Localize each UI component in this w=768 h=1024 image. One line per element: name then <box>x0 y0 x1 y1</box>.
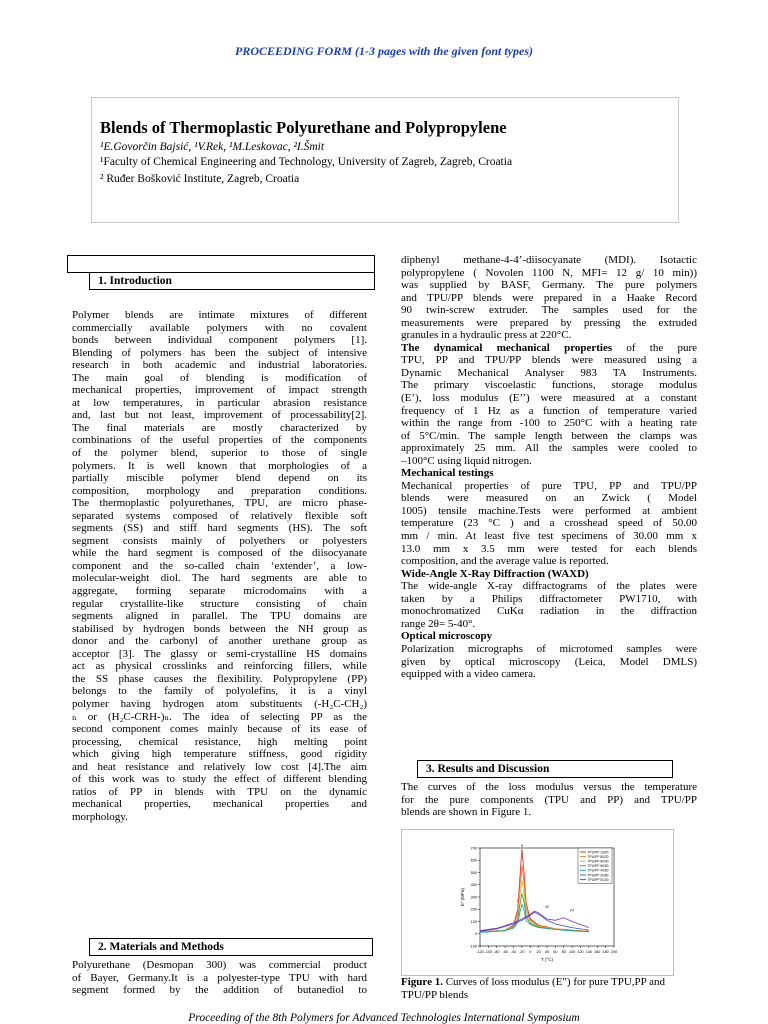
y-tick-label: 500 <box>470 870 477 875</box>
text-line: equipped with a video camera. <box>401 668 536 681</box>
text-line: taken by a Philips diffractometer PW1710, with <box>401 592 697 605</box>
subsection-heading: Wide-Angle X-Ray Diffraction (WAXD) <box>401 567 589 580</box>
series-line-2 <box>480 880 589 932</box>
legend-label: TPU/PP 50/50 <box>587 864 609 869</box>
series-line-0 <box>480 849 589 932</box>
text-line: blends are shown in Figure 1. <box>401 806 532 819</box>
text-line: composition, morphology and preparation conditions. <box>72 484 367 497</box>
text-line: polymers. It is well known that morphologies of a <box>72 459 367 472</box>
text-line: polypropylene ( Novolen 1100 N, MFI= 12 g/ 10 min)) <box>401 266 697 279</box>
y-tick-label: -100 <box>469 944 477 949</box>
x-tick-label: 100 <box>568 950 576 954</box>
text-line: belongs to the family of polyolefins, it is a vinyl <box>72 685 367 698</box>
text-line: 13.0 mm x 3.5 mm were tested for each blends <box>401 542 697 555</box>
text-line: The final materials are mostly characterized by <box>72 421 367 434</box>
text-line: which giving high temperature stiffness, good rigidity <box>72 748 367 761</box>
text-line: The primary viscoelastic functions, storage modulus <box>401 379 697 392</box>
text-line: mm / min. At least five test specimens of 30.00 mm x <box>401 530 697 543</box>
footer: Proceeding of the 8th Polymers for Advanced Technologies International Symposium <box>188 1012 580 1024</box>
x-tick-label: 140 <box>585 950 593 954</box>
text-line: –100°C using liquid nitrogen. <box>401 454 532 467</box>
text-line: Polyurethane (Desmopan 300) was commercial product <box>72 959 367 971</box>
text-line: molecular-weight diol. The hard segments are able to <box>72 572 367 585</box>
section-materials: 2. Materials and Methods <box>89 938 373 956</box>
figure-frame <box>401 829 674 976</box>
text-line: aggregate, forming separate microdomains with a <box>72 585 367 598</box>
text-line: frequency of 1 Hz as a function of temperature varied <box>401 404 697 417</box>
y-tick-label: 200 <box>470 907 477 912</box>
text-line: segment formed by the addition of butanediol to <box>72 984 367 997</box>
text-line: stabilised by hydrogen bonds between the NH group as <box>72 622 367 635</box>
text-line: within the range from -100 to 250°C with a heating rate <box>401 417 697 430</box>
x-axis-label: T (°C) <box>541 957 553 962</box>
subsection-heading: Mechanical testings <box>401 467 494 480</box>
text-line: composition, and the average value is reported. <box>401 555 609 568</box>
text-line: of this work was to study the effect of different blending <box>72 773 367 786</box>
text-line: commercially available polymers with no covalent <box>72 321 367 334</box>
x-tick-label: 180 <box>602 950 609 954</box>
text-line: blends were measured on an Zwick ( Model <box>401 492 697 505</box>
caption-text: Curves of loss modulus (E") for pure TPU,PP and TPU/PP blends <box>401 976 666 1001</box>
text-line: given by optical microscopy (Leica, Model DMLS) <box>401 655 697 668</box>
affiliation-2: ² Ruđer Bošković Institute, Zagreb, Croatia <box>100 173 300 185</box>
text-line: Blending of polymers has been the subject of intensive <box>72 346 367 359</box>
dma-heading: The dynamical mechanical properties <box>401 341 613 354</box>
x-tick-label: 160 <box>594 950 601 954</box>
text-line: 90 twin-screw extruder. The samples used for the <box>401 304 697 317</box>
text-line: combinations of the useful properties of the components <box>72 434 367 447</box>
text-line: partially miscible polymer blend depend on its <box>72 472 367 485</box>
x-tick-label: 120 <box>577 950 584 954</box>
text-line: TPU, PP and TPU/PP blends were measured using a <box>401 354 697 367</box>
text-line: approximately 25 mm. All the samples were cooled to <box>401 442 697 455</box>
text-line: second component comes mainly because of its ease of <box>72 723 367 736</box>
text-line: Mechanical properties of pure TPU, PP and TPU/PP <box>401 479 697 492</box>
x-tick-label: 40 <box>544 950 550 954</box>
y-tick-label: 700 <box>470 846 477 851</box>
authors: ¹E.Govorčin Bajsić, ¹V.Rek, ¹M.Leskovac, ²I.Šmit <box>100 141 325 153</box>
text-line: Polymer blends are intimate mixtures of different <box>72 309 367 321</box>
text-line: component and the so-called chain ‘extender’, a low- <box>72 559 367 572</box>
text-line: mechanical properties, improvement of impact strength <box>72 384 367 397</box>
materials-text <box>72 959 367 997</box>
text-line: while the hard segment is composed of the diisocyanate <box>72 547 367 560</box>
y-tick-label: 600 <box>470 858 477 863</box>
affiliation-1: ¹Faculty of Chemical Engineering and Technology, University of Zagreb, Zagreb, Croatia <box>100 156 513 168</box>
text-line: and, last but not least, improvement of processability[2]. <box>72 409 367 422</box>
x-tick-label: -60 <box>502 950 508 954</box>
text-line: the SS phase causes the flexibility. Polypropylene (PP) <box>72 672 367 685</box>
dma-heading-line <box>401 342 697 355</box>
text-line: and heat resistance and relatively low cost [4].The aim <box>72 760 367 773</box>
y-tick-label: 0 <box>474 932 477 937</box>
x-tick-label: 20 <box>536 950 541 954</box>
legend-label: TPU/PP 100/0 <box>587 850 609 855</box>
text-line: of 5°C/min. The sample length between the clamps was <box>401 429 697 442</box>
curve-annotation: III <box>545 904 549 910</box>
curve-annotation: II <box>520 842 523 848</box>
curve-annotation: IV <box>570 907 575 913</box>
empty-header-box <box>67 255 375 273</box>
text-line: regular crystallite-like structure consisting of chain <box>72 597 367 610</box>
text-line: temperature (23 °C ) and a crosshead speed of 50.00 <box>401 517 697 530</box>
x-tick-label: -20 <box>519 950 525 954</box>
x-tick-label: 200 <box>610 950 618 954</box>
text-line: monochromatized CuKα radiation in the diffraction <box>401 605 697 618</box>
text-line: Dynamic Mechanical Analyser 983 TA Instruments. <box>401 366 697 379</box>
figure-caption <box>401 976 701 1002</box>
text-line: measurements were prepared by pressing the extruded <box>401 316 697 329</box>
dma-heading-rest: of the pure <box>612 341 697 354</box>
text-line: segments (SS) and stiff hard segments (HS). The soft <box>72 522 367 535</box>
text-line: research in both academic and industrial laboratories. <box>72 359 367 372</box>
text-line: 1005) tensile machine.Tests were performed at ambient <box>401 504 697 517</box>
text-line: The curves of the loss modulus versus the temperature <box>401 781 697 793</box>
text-line: and TPU/PP blends were prepared in a Haake Record <box>401 291 697 304</box>
text-line: of the polymer blend, superior to those of single <box>72 447 367 460</box>
y-tick-label: 100 <box>470 919 477 924</box>
text-line: Polarization micrographs of microtomed samples were <box>401 642 697 655</box>
text-line: morphology. <box>72 810 128 823</box>
text-line: segments aligned in parallel. The TPU domains are <box>72 610 367 623</box>
legend-label: TPU/PP 80/20 <box>587 854 609 859</box>
text-line: act as physical crosslinks and reinforcing fillers, while <box>72 660 367 673</box>
legend-label: TPU/PP 20/80 <box>587 873 609 878</box>
curve-annotation: I <box>517 897 519 903</box>
text-line: separated systems composed of relatively flexible soft <box>72 509 367 522</box>
text-line: donor and the carbonyl of another urethane group as <box>72 635 367 648</box>
results-text <box>401 781 697 819</box>
section-introduction: 1. Introduction <box>89 272 375 290</box>
text-line: The main goal of blending is modification of <box>72 371 367 384</box>
y-tick-label: 400 <box>470 883 477 888</box>
text-line: bonds between individual component polymers [1]. <box>72 334 367 347</box>
text-line: segment consists mainly of polyethers or polyesters <box>72 534 367 547</box>
text-line: ₙ or (H₂C-CRH-)ₙ. The idea of selecting PP as the <box>72 710 367 723</box>
loss-modulus-chart <box>402 830 673 975</box>
legend-label: TPU/PP 60/40 <box>587 859 609 864</box>
x-tick-label: -40 <box>510 950 517 954</box>
x-tick-label: 60 <box>553 950 558 954</box>
text-line: granules in a hydraulic press at 220°C. <box>401 329 572 342</box>
right-column-text <box>401 254 697 681</box>
text-line: at low temperatures, in particular abrasion resistance <box>72 396 367 409</box>
legend-label: TPU/PP 40/60 <box>587 868 609 873</box>
y-tick-label: 300 <box>470 895 477 900</box>
text-line: polymer having hydrogen atom substituents (-H₂C-CH₂) <box>72 697 367 710</box>
paper-title: Blends of Thermoplastic Polyurethane and Polypropylene <box>100 118 507 137</box>
x-tick-label: 80 <box>561 950 566 954</box>
x-tick-label: -120 <box>476 950 484 954</box>
text-line: of Bayer, Germany.It is a polyester-type TPU with hard <box>72 971 367 984</box>
text-line: acceptor [3]. The glassy or semi-crystalline HS domains <box>72 647 367 660</box>
x-tick-label: 0 <box>529 950 532 954</box>
text-line: The thermoplastic polyurethanes, TPU, are micro phase- <box>72 497 367 510</box>
text-line: processing, chemical resistance, high melting point <box>72 735 367 748</box>
legend-label: TPU/PP 0/100 <box>587 877 609 882</box>
text-line: ratios of PP in blends with TPU on the dynamic <box>72 785 367 798</box>
text-line: diphenyl methane-4-4’-diisocyanate (MDI). Isotactic <box>401 254 697 266</box>
text-line: mechanical properties, mechanical properties and <box>72 798 367 811</box>
introduction-text <box>72 309 367 823</box>
text-line: The wide-angle X-ray diffractograms of the plates were <box>401 580 697 593</box>
text-line: for the pure components (TPU and PP) and TPU/PP <box>401 793 697 806</box>
proceeding-form-header: PROCEEDING FORM (1-3 pages with the given font types) <box>234 44 533 58</box>
caption-label: Figure 1. <box>401 976 443 988</box>
text-line: range 2θ= 5-40°. <box>401 617 476 630</box>
text-line: (E’), loss modulus (E’’) were measured at a constant <box>401 392 697 405</box>
section-results: 3. Results and Discussion <box>417 760 673 778</box>
x-tick-label: -100 <box>484 950 493 954</box>
text-line: was supplied by BASF, Germany. The pure polymers <box>401 279 697 292</box>
y-axis-label: E" (MPa) <box>460 887 465 907</box>
x-tick-label: -80 <box>494 950 500 954</box>
subsection-heading: Optical microscopy <box>401 630 493 643</box>
